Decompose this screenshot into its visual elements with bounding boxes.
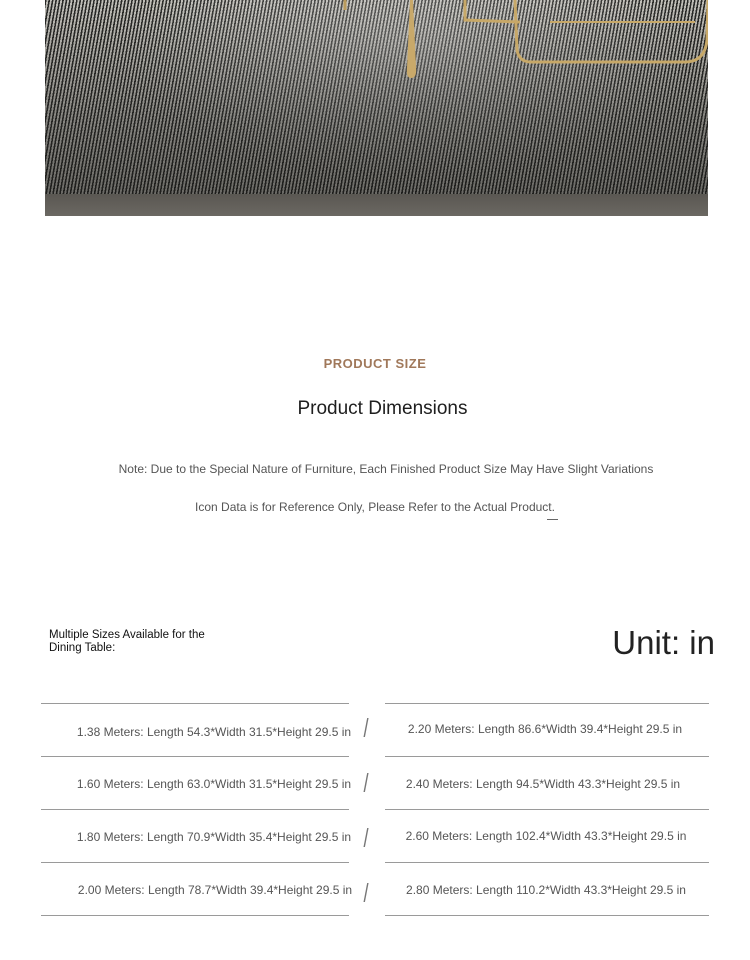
table-divider — [41, 756, 349, 757]
row-separator: / — [363, 878, 369, 908]
row-separator: / — [363, 768, 369, 798]
size-right-3: 2.60 Meters: Length 102.4*Width 43.3*Height 29.5 in — [405, 829, 687, 843]
table-divider — [385, 915, 709, 916]
note-line-2: Icon Data is for Reference Only, Please Refer to the Actual Product. — [195, 500, 555, 514]
size-left-3: 1.80 Meters: Length 70.9*Width 35.4*Height 29.5 in — [76, 830, 352, 844]
product-photo — [45, 0, 708, 216]
size-left-4: 2.00 Meters: Length 78.7*Width 39.4*Height 29.5 in — [77, 883, 353, 897]
table-divider — [41, 703, 349, 704]
table-legs-graphic — [45, 0, 708, 216]
note-line-1: Note: Due to the Special Nature of Furniture, Each Finished Product Size May Have Slight Variations — [118, 462, 654, 476]
row-separator: / — [363, 713, 369, 743]
size-right-4: 2.80 Meters: Length 110.2*Width 43.3*Height 29.5 in — [406, 883, 686, 897]
table-divider — [385, 703, 709, 704]
table-divider — [41, 915, 349, 916]
size-right-1: 2.20 Meters: Length 86.6*Width 39.4*Height 29.5 in — [407, 722, 683, 736]
sizes-intro: Multiple Sizes Available for the Dining Table: — [49, 629, 205, 654]
table-divider — [41, 862, 349, 863]
table-divider — [385, 756, 709, 757]
row-separator: / — [363, 823, 369, 853]
table-divider — [41, 809, 349, 810]
size-right-2: 2.40 Meters: Length 94.5*Width 43.3*Height 29.5 in — [405, 777, 681, 791]
table-divider — [385, 809, 709, 810]
size-left-2: 1.60 Meters: Length 63.0*Width 31.5*Height 29.5 in — [76, 777, 352, 791]
section-title: Product Dimensions — [297, 398, 468, 419]
floor-strip — [45, 194, 708, 216]
unit-label: Unit: in — [612, 624, 715, 661]
table-divider — [385, 862, 709, 863]
section-kicker: PRODUCT SIZE — [323, 356, 427, 371]
size-left-1: 1.38 Meters: Length 54.3*Width 31.5*Height 29.5 in — [76, 725, 352, 739]
decorative-dash — [547, 519, 558, 520]
